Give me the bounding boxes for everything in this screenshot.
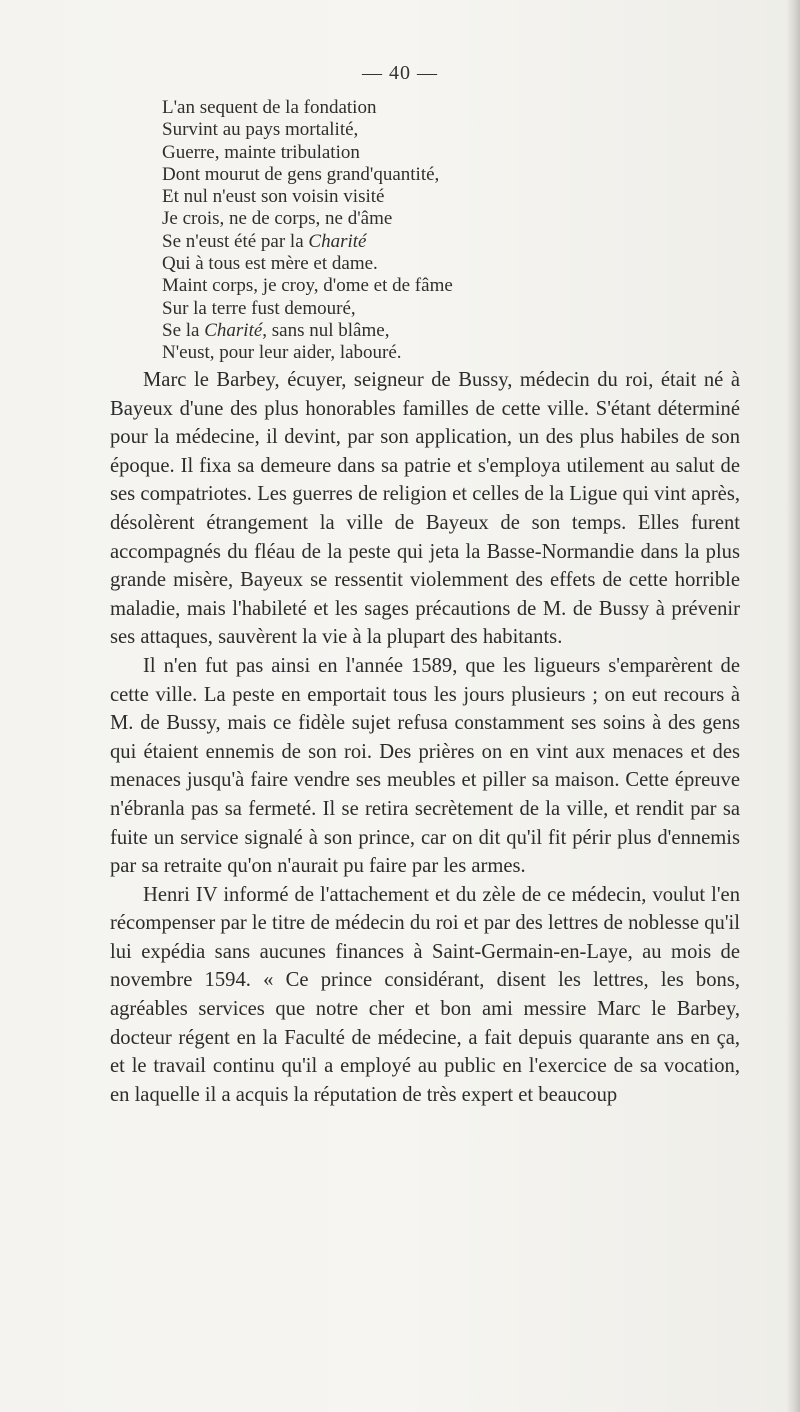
paragraph-henri-iv: Henri IV informé de l'attachement et du zèle de ce médecin, voulut l'en récompenser par le titre de médecin du roi et par des lettres de noblesse qu'il lui expédia sans aucunes finances à Saint-Germain-en-Laye, au mois de novembre 1594. « Ce prince considérant, disent les lettres, les bons, agréables services que notre cher et bon ami messire Marc le Barbey, docteur régent en la Faculté de médecine, a fait depuis quarante ans en ça, et le travail continu qu'il a employé au public en l'exercice de sa vocation, en laquelle il a acquis la réputation de très expert et beaucoup [110, 883, 740, 1106]
poem-line: Sur la terre fust demouré, [162, 297, 356, 319]
poem-line: Se n'eust été par la Charité [162, 230, 367, 252]
poem-line: Dont mourut de gens grand'quantité, [162, 163, 440, 185]
poem-line: Survint au pays mortalité, [162, 119, 359, 141]
page-edge-shadow [786, 0, 800, 1412]
poem-line: N'eust, pour leur aider, labouré. [162, 342, 402, 364]
page-number: — 40 — [362, 62, 438, 84]
poem-stanza [162, 97, 722, 365]
paragraph-ligueurs-1589: Il n'en fut pas ainsi en l'année 1589, que les ligueurs s'emparèrent de cette ville. La peste en emportait tous les jours plusieurs ; on eut recours à M. de Bussy, mais ce fidèle sujet refusa constamment ses soins à des gens qui étaient ennemis de son roi. Des prières on en vint aux menaces et des menaces jusqu'à faire vendre ses meubles et piller sa maison. Cette épreuve n'ébranla pas sa fermeté. Il se retira secrètement de la ville, et rendit par sa fuite un service signalé à son prince, car on dit qu'il fit périr plus d'ennemis par sa retraite qu'on n'aurait pu faire par les armes. [110, 654, 740, 878]
italic-charite: Charité [204, 319, 263, 341]
poem-line: Se la Charité, sans nul blâme, [162, 319, 390, 341]
paragraph-marc-le-barbey: Marc le Barbey, écuyer, seigneur de Bussy, médecin du roi, était né à Bayeux d'une des plus honorables familles de cette ville. S'étant déterminé pour la médecine, il devint, par son application, un des plus habiles de son époque. Il fixa sa demeure dans sa patrie et s'employa utilement au salut de ses compatriotes. Les guerres de religion et celles de la Ligue qui vint après, désolèrent étrangement la ville de Bayeux de son temps. Elles furent accompagnés du fléau de la peste qui jeta la Basse-Normandie dans la plus grande misère, Bayeux se ressentit violemment des effets de cette horrible maladie, mais l'habileté et les sages précautions de M. de Bussy à prévenir ses attaques, sauvèrent la vie à la plupart des habitants. [110, 369, 740, 649]
poem-line: Je crois, ne de corps, ne d'âme [162, 208, 393, 230]
poem-line: Maint corps, je croy, d'ome et de fâme [162, 275, 453, 297]
poem-line: Et nul n'eust son voisin visité [162, 186, 385, 208]
poem-line: L'an sequent de la fondation [162, 97, 377, 118]
poem-line: Qui à tous est mère et dame. [162, 253, 378, 275]
poem-line: Guerre, mainte tribulation [162, 141, 360, 163]
prose-body [110, 366, 740, 1109]
italic-charite: Charité [308, 230, 367, 252]
